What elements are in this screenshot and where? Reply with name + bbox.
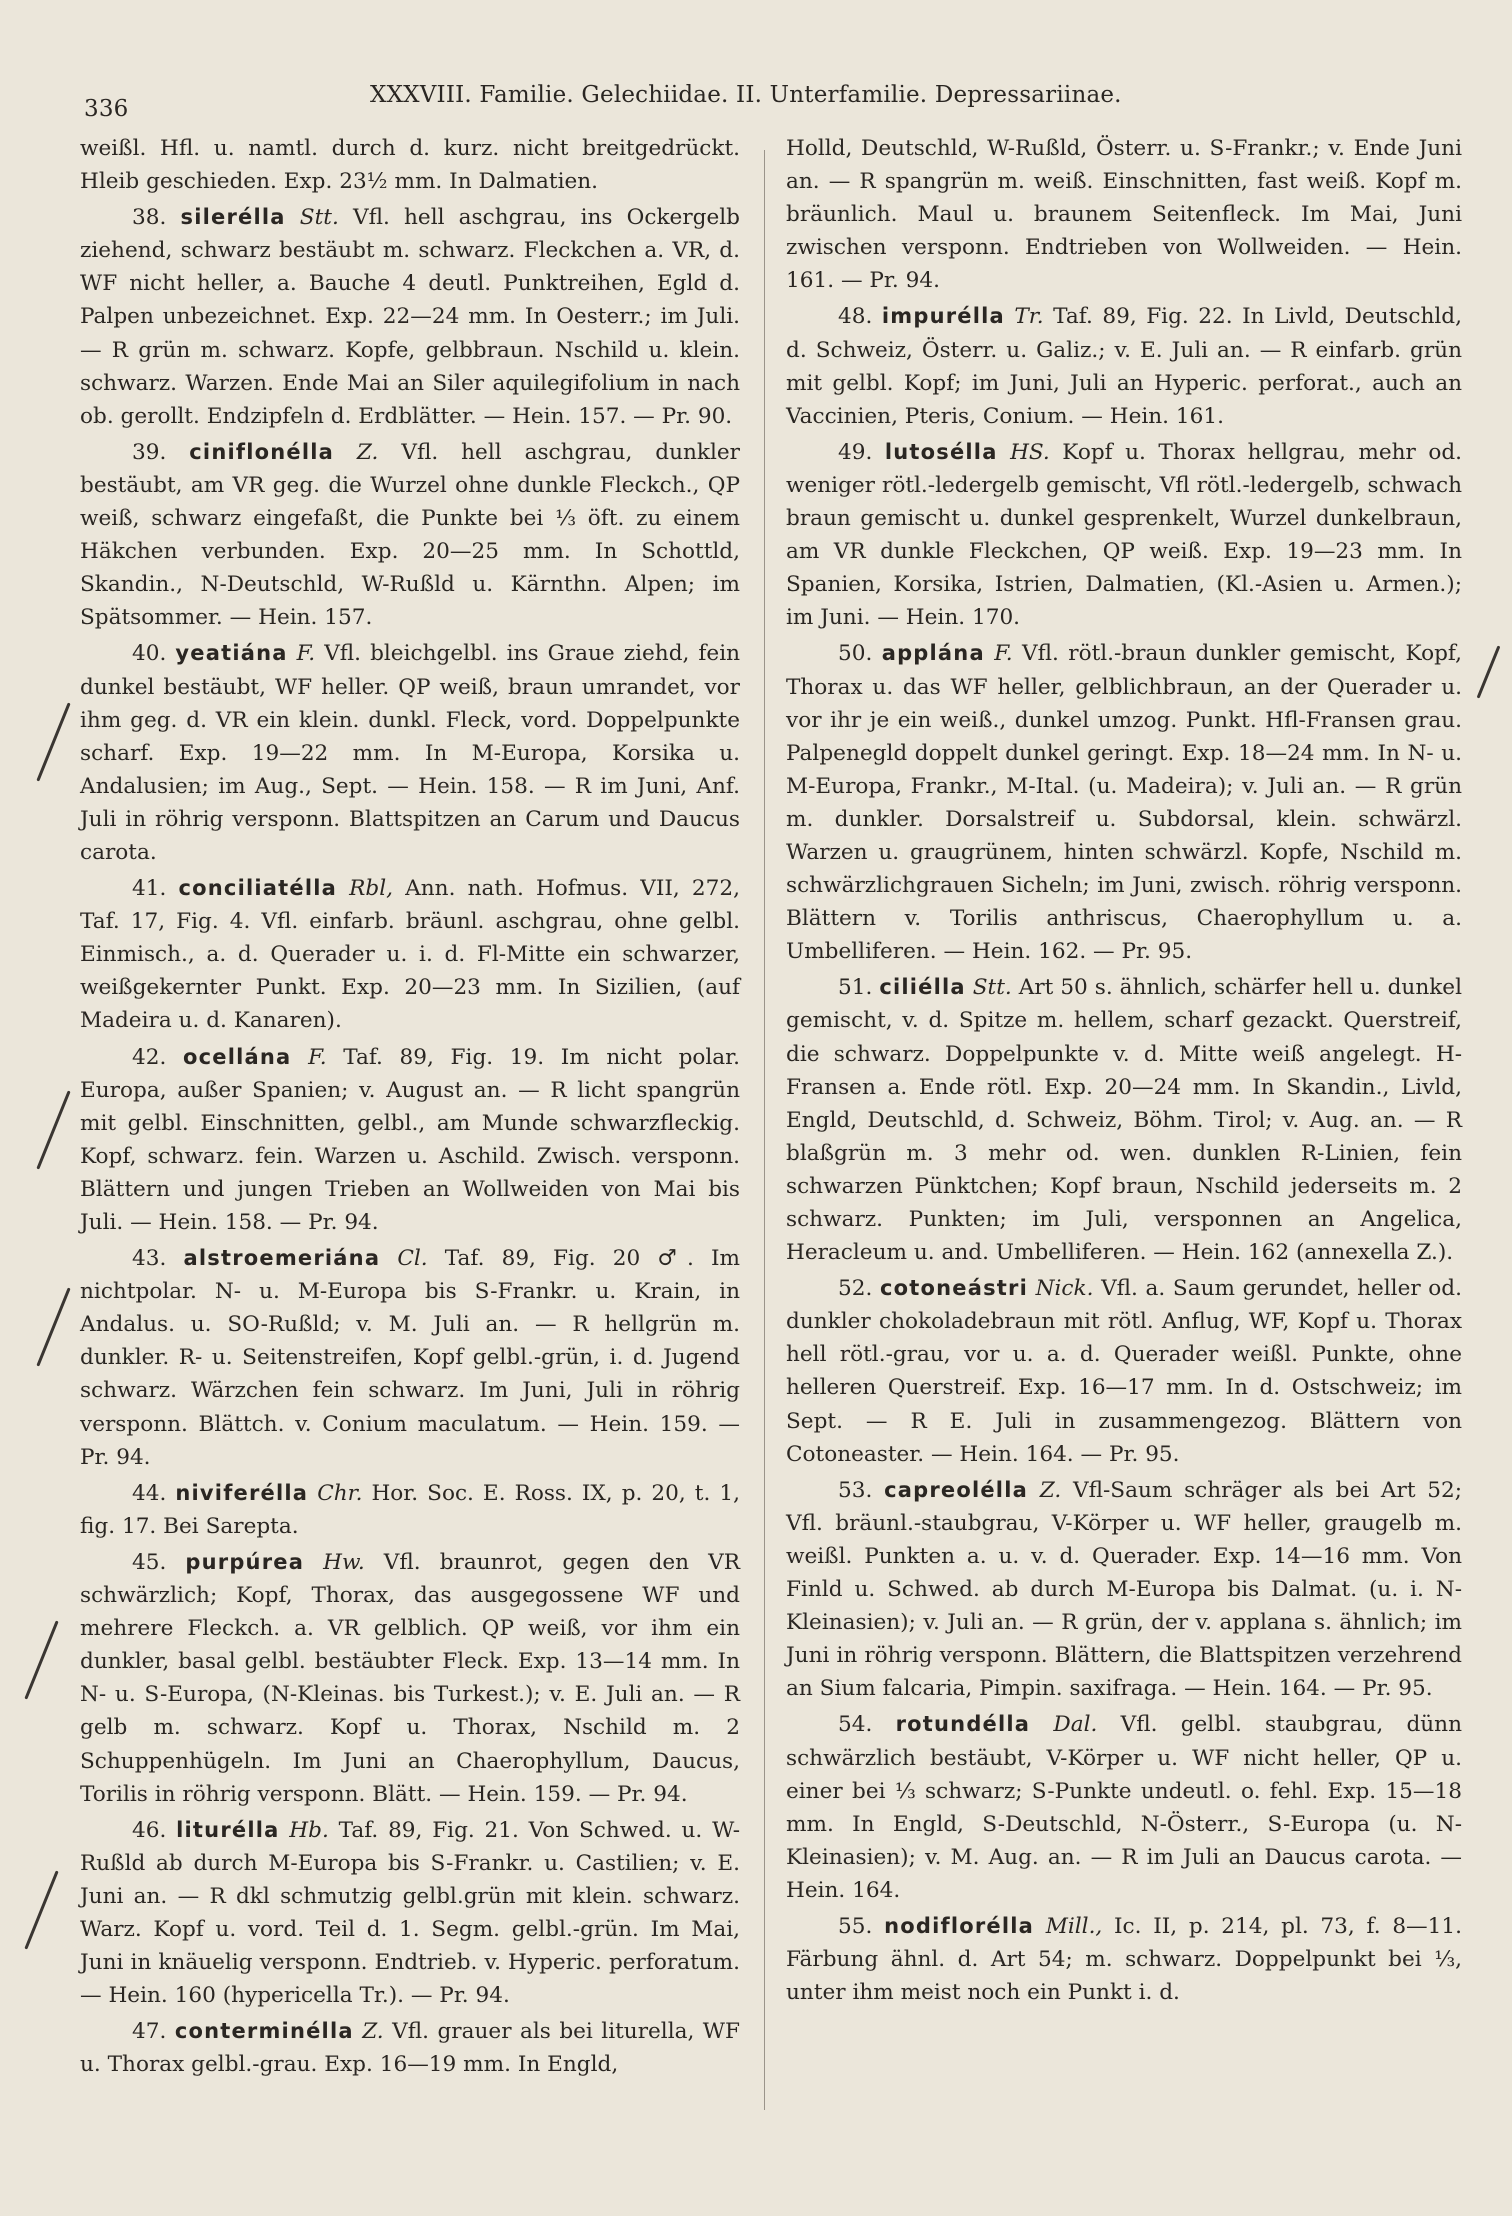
- entry-text: Ic. II, p. 214, pl. 73, f. 8—11. Färbung ähnl. d. Art 54; m. schwarz. Doppelpunkt bei ⅓, unter ihm meist noch ein Punkt i. d.: [786, 1913, 1462, 2006]
- species-entry: [786, 971, 1462, 1269]
- running-header: [84, 78, 1464, 120]
- entry-text: Vfl. braunrot, gegen den VR schwärzlich; Kopf, Thorax, das ausgegossene WF und mehrere Fleckch. a. VR gelblich. QP weiß, vor ihm ein dunkler, basal gelbl. bestäubter Fleck. Exp. 13—14 mm. In N- u. S-Europa, (N-Kleinas. bis Turkest.); v. E. Juli an. — R gelb m. schwarz. Kopf u. Thorax, Nschild m. 2 Schuppenhügeln. Im Juni an Chaerophyllum, Daucus, Torilis in röhrig versponn. Blätt. — Hein. 159. — Pr. 94.: [80, 1549, 740, 1807]
- species-entry: [786, 132, 1462, 297]
- species-number: 41.: [132, 876, 179, 902]
- species-name: lutosélla: [884, 439, 998, 464]
- species-name: impurélla: [881, 304, 1005, 329]
- page-number: 336: [84, 96, 129, 122]
- running-title: XXXVIII. Familie. Gelechiidae. II. Unterfamilie. Depressariinae.: [370, 82, 1122, 108]
- species-name: liturélla: [176, 1817, 280, 1842]
- species-number: 44.: [132, 1480, 176, 1506]
- species-entry: [80, 1242, 740, 1474]
- pencil-mark: [1477, 645, 1501, 698]
- entry-text: Vfl. hell aschgrau, dunkler bestäubt, am VR geg. die Wurzel ohne dunkle Fleckch., QP weiß, schwarz eingefaßt, die Punkte bei ⅓ öft. zu einem Häkchen verbunden. Exp. 20—25 mm. In Schottld, Skandin., N-Deutschld, W-Rußld u. Kärnthn. Alpen; im Spätsommer. — Hein. 157.: [80, 439, 740, 631]
- species-name: ciliélla: [879, 975, 966, 1000]
- entry-text: Holld, Deutschld, W-Rußld, Österr. u. S-Frankr.; v. Ende Juni an. — R spangrün m. weiß. Einschnitten, fast weiß. Kopf m. bräunlich. Maul u. braunem Seitenfleck. Im Mai, Juni zwischen versponn. Endtrieben von Wollweiden. — Hein. 161. — Pr. 94.: [786, 136, 1462, 294]
- entry-text: Art 50 s. ähnlich, schärfer hell u. dunkel gemischt, v. d. Spitze m. hellem, scharf gezackt. Querstreif, die schwarz. Doppelpunkte v. d. Mitte weiß angelegt. H-Fransen a. Ende rötl. Exp. 20—24 mm. In Skandin., Livld, Engld, Deutschld, d. Schweiz, Böhm. Tirol; v. Aug. an. — R blaßgrün m. 3 mehr od. wen. dunklen R-Linien, fein schwarzen Pünktchen; Kopf braun, Nschild jederseits m. 2 schwarz. Punkten; im Juli, versponnen an Angelica, Heracleum u. and. Umbelliferen. — Hein. 162 (annexella Z.).: [786, 975, 1462, 1266]
- entry-text: Vfl. hell aschgrau, ins Ockergelb ziehend, schwarz bestäubt m. schwarz. Fleckchen a. VR, d. WF nicht heller, a. Bauche 4 deutl. Punktreihen, Egld d. Palpen unbezeichnet. Exp. 22—24 mm. In Oesterr.; im Juli. — R grün m. schwarz. Kopfe, gelbbraun. Nschild u. klein. schwarz. Warzen. Ende Mai an Siler aquilegifolium in nach ob. gerollt. Endzipfeln d. Erdblätter. — Hein. 157. — Pr. 90.: [80, 205, 740, 429]
- species-number: 47.: [132, 2019, 175, 2045]
- species-number: 54.: [838, 1712, 896, 1738]
- species-name: conterminélla: [174, 2019, 354, 2044]
- species-number: 49.: [838, 439, 885, 465]
- species-number: 52.: [838, 1276, 880, 1302]
- species-number: 51.: [838, 975, 880, 1001]
- author: Hb.: [279, 1817, 339, 1843]
- species-entry: [80, 1041, 740, 1240]
- species-entry: [80, 1477, 740, 1543]
- species-name: yeatiána: [175, 641, 288, 666]
- left-column: [80, 132, 740, 2081]
- species-name: conciliatélla: [178, 876, 337, 901]
- right-column: [786, 132, 1462, 2009]
- species-entry: [786, 1910, 1462, 2009]
- entry-text: Vfl-Saum schräger als bei Art 52; Vfl. bräunl.-staubgrau, V-Körper u. WF heller, graugelb m. weißl. Punkten a. u. v. d. Querader. Exp. 14—16 mm. Von Finld u. Schwed. ab durch M-Europa bis Dalmat. (u. i. N-Kleinasien); v. Juli an. — R grün, der v. applana s. ähnlich; im Juni in röhrig versponn. Blättern, die Blattspitzen verzehrend an Sium falcaria, Pimpin. saxifraga. — Hein. 164. — Pr. 95.: [786, 1477, 1462, 1702]
- species-name: alstroemeriána: [183, 1246, 381, 1271]
- species-name: ocellána: [183, 1044, 292, 1069]
- species-name: silerélla: [180, 205, 286, 230]
- author: Chr.: [308, 1480, 372, 1506]
- author: Hw.: [304, 1549, 384, 1575]
- species-entry: [786, 300, 1462, 432]
- author: Stt.: [285, 205, 353, 231]
- author: Cl.: [380, 1246, 445, 1272]
- author: Rbl,: [337, 876, 406, 902]
- author: Mill.,: [1034, 1913, 1115, 1939]
- species-entry: [80, 637, 740, 869]
- entry-text: Vfl. a. Saum gerundet, heller od. dunkler chokoladebraun mit rötl. Anflug, WF, Kopf u. Thorax hell rötl.-grau, vor u. a. d. Querader weißl. Punkte, ohne helleren Querstreif. Exp. 16—17 mm. In d. Ostschweiz; im Sept. — R E. Juli in zusammengezog. Blättern von Cotoneaster. — Hein. 164. — Pr. 95.: [786, 1276, 1462, 1467]
- species-name: rotundélla: [895, 1712, 1031, 1737]
- species-entry: [80, 436, 740, 635]
- species-number: 46.: [132, 1817, 177, 1843]
- species-entry: [786, 1272, 1462, 1471]
- entry-text: Vfl. grauer als bei liturella, WF u. Thorax gelbl.-grau. Exp. 16—19 mm. In Engld,: [80, 2019, 740, 2078]
- pencil-mark: [36, 1287, 70, 1366]
- author: Stt.: [965, 975, 1019, 1001]
- entry-text: Ann. nath. Hofmus. VII, 272, Taf. 17, Fig. 4. Vfl. einfarb. bräunl. aschgrau, ohne gelbl. Einmisch., a. d. Querader u. i. d. Fl-Mitte ein schwarzer, weißgekernter Punkt. Exp. 20—23 mm. In Sizilien, (auf Madeira u. d. Kanaren).: [80, 876, 740, 1034]
- species-number: 48.: [838, 304, 882, 330]
- author: Nick.: [1027, 1276, 1102, 1302]
- species-number: 53.: [838, 1477, 885, 1503]
- species-entry: [80, 132, 740, 198]
- entry-text: Taf. 89, Fig. 20 ♂. Im nichtpolar. N- u. M-Europa bis S-Frankr. u. Krain, in Andalus. u. SO-Rußld; v. M. Juli an. — R hellgrün m. dunkler. R- u. Seitenstreifen, Kopf gelbl.-grün, i. d. Jugend schwarz. Wärzchen fein schwarz. Im Juni, Juli in röhrig versponn. Blättch. v. Conium maculatum. — Hein. 159. — Pr. 94.: [80, 1246, 740, 1470]
- species-name: applána: [881, 641, 985, 666]
- author: Z.: [353, 2019, 393, 2045]
- author: Z.: [1027, 1477, 1073, 1503]
- entry-text: Vfl. gelbl. staubgrau, dünn schwärzlich bestäubt, V-Körper u. WF nicht heller, QP u. einer bei ⅓ schwarz; S-Punkte undeutl. o. fehl. Exp. 15—18 mm. In Engld, S-Deutschld, N-Österr., S-Europa (u. N-Kleinasien); v. M. Aug. an. — R im Juli an Daucus carota. — Hein. 164.: [786, 1712, 1462, 1903]
- entry-text: Hor. Soc. E. Ross. IX, p. 20, t. 1, fig. 17. Bei Sarepta.: [80, 1480, 740, 1539]
- author: F.: [984, 641, 1023, 667]
- author: Dal.: [1030, 1712, 1121, 1738]
- species-number: 40.: [132, 641, 176, 667]
- species-number: 45.: [132, 1549, 186, 1575]
- species-entry: [786, 436, 1462, 635]
- entry-text: Kopf u. Thorax hellgrau, mehr od. weniger rötl.-ledergelb gemischt, Vfl rötl.-ledergelb, schwach braun gemischt u. dunkel gesprenkelt, Wurzel dunkelbraun, am VR dunkle Fleckchen, QP weiß. Exp. 19—23 mm. In Spanien, Korsika, Istrien, Dalmatien, (Kl.-Asien u. Armen.); im Juni. — Hein. 170.: [786, 439, 1463, 631]
- author: F.: [287, 641, 325, 667]
- species-entry: [80, 1546, 740, 1811]
- entry-text: Taf. 89, Fig. 21. Von Schwed. u. W-Rußld ab durch M-Europa bis S-Frankr. u. Castilien; v. E. Juni an. — R dkl schmutzig gelbl.grün mit klein. schwarz. Warz. Kopf u. vord. Teil d. 1. Segm. gelbl.-grün. Im Mai, Juni in knäuelig versponn. Endtrieb. v. Hyperic. perforatum. — Hein. 160 (hypericella Tr.). — Pr. 94.: [80, 1817, 740, 2009]
- entry-text: Taf. 89, Fig. 22. In Livld, Deutschld, d. Schweiz, Österr. u. Galiz.; v. E. Juli an. — R einfarb. grün mit gelbl. Kopf; im Juni, Juli an Hyperic. perforat., auch an Vaccinien, Pteris, Conium. — Hein. 161.: [786, 304, 1462, 429]
- author: Tr.: [1004, 304, 1054, 330]
- species-entry: [786, 1708, 1462, 1907]
- pencil-mark: [36, 1090, 70, 1169]
- author: HS.: [997, 439, 1063, 465]
- species-number: 55.: [838, 1913, 885, 1939]
- species-entry: [786, 1474, 1462, 1706]
- species-name: capreolélla: [884, 1477, 1028, 1502]
- author: F.: [291, 1044, 344, 1070]
- species-number: 43.: [132, 1246, 184, 1272]
- species-number: 39.: [132, 439, 190, 465]
- entry-text: weißl. Hfl. u. namtl. durch d. kurz. nicht breitgedrückt. Hleib geschieden. Exp. 23½ mm. In Dalmatien.: [80, 136, 740, 195]
- pencil-mark: [36, 702, 70, 781]
- species-entry: [80, 201, 740, 433]
- entry-text: Vfl. bleichgelbl. ins Graue ziehd, fein dunkel bestäubt, WF heller. QP weiß, braun umrandet, vor ihm geg. d. VR ein klein. dunkl. Fleck, vord. Doppelpunkte scharf. Exp. 19—22 mm. In M-Europa, Korsika u. Andalusien; im Aug., Sept. — Hein. 158. — R im Juni, Anf. Juli in röhrig versponn. Blattspitzen an Carum und Daucus carota.: [80, 641, 741, 865]
- pencil-mark: [24, 1620, 58, 1699]
- species-number: 42.: [132, 1044, 183, 1070]
- species-number: 38.: [132, 205, 181, 231]
- species-name: niviferélla: [175, 1480, 309, 1505]
- column-divider: [764, 150, 765, 2110]
- species-entry: [786, 637, 1462, 968]
- species-entry: [80, 1814, 740, 2013]
- species-entry: [80, 2015, 740, 2081]
- entry-text: Taf. 89, Fig. 19. Im nicht polar. Europa, außer Spanien; v. August an. — R licht spangrün mit gelbl. Einschnitten, gelbl., am Munde schwarzfleckig. Kopf, schwarz. fein. Warzen u. Aschild. Zwisch. versponn. Blättern und jungen Trieben an Wollweiden von Mai bis Juli. — Hein. 158. — Pr. 94.: [80, 1044, 740, 1235]
- species-name: cotoneástri: [879, 1276, 1028, 1301]
- species-name: ciniflonélla: [189, 439, 334, 464]
- species-number: 50.: [838, 641, 882, 667]
- species-name: purpúrea: [185, 1549, 305, 1574]
- species-name: nodiflorélla: [884, 1913, 1035, 1938]
- species-entry: [80, 872, 740, 1037]
- pencil-mark: [24, 1870, 58, 1949]
- author: Z.: [334, 439, 402, 465]
- entry-text: Vfl. rötl.-braun dunkler gemischt, Kopf, Thorax u. das WF heller, gelblichbraun, an der Querader u. vor ihr je ein weiß., dunkel umzog. Punkt. Hfl-Fransen grau. Palpenegld doppelt dunkel geringt. Exp. 18—24 mm. In N- u. M-Europa, Frankr., M-Ital. (u. Madeira); v. Juli an. — R grün m. dunkler. Dorsalstreif u. Subdorsal, klein. schwärzl. Warzen u. graugrünem, hinten schwärzl. Kopfe, Nschild m. schwärzlichgrauen Sicheln; im Juni, zwisch. röhrig versponn. Blättern v. Torilis anthriscus, Chaerophyllum u. a. Umbelliferen. — Hein. 162. — Pr. 95.: [786, 641, 1462, 965]
